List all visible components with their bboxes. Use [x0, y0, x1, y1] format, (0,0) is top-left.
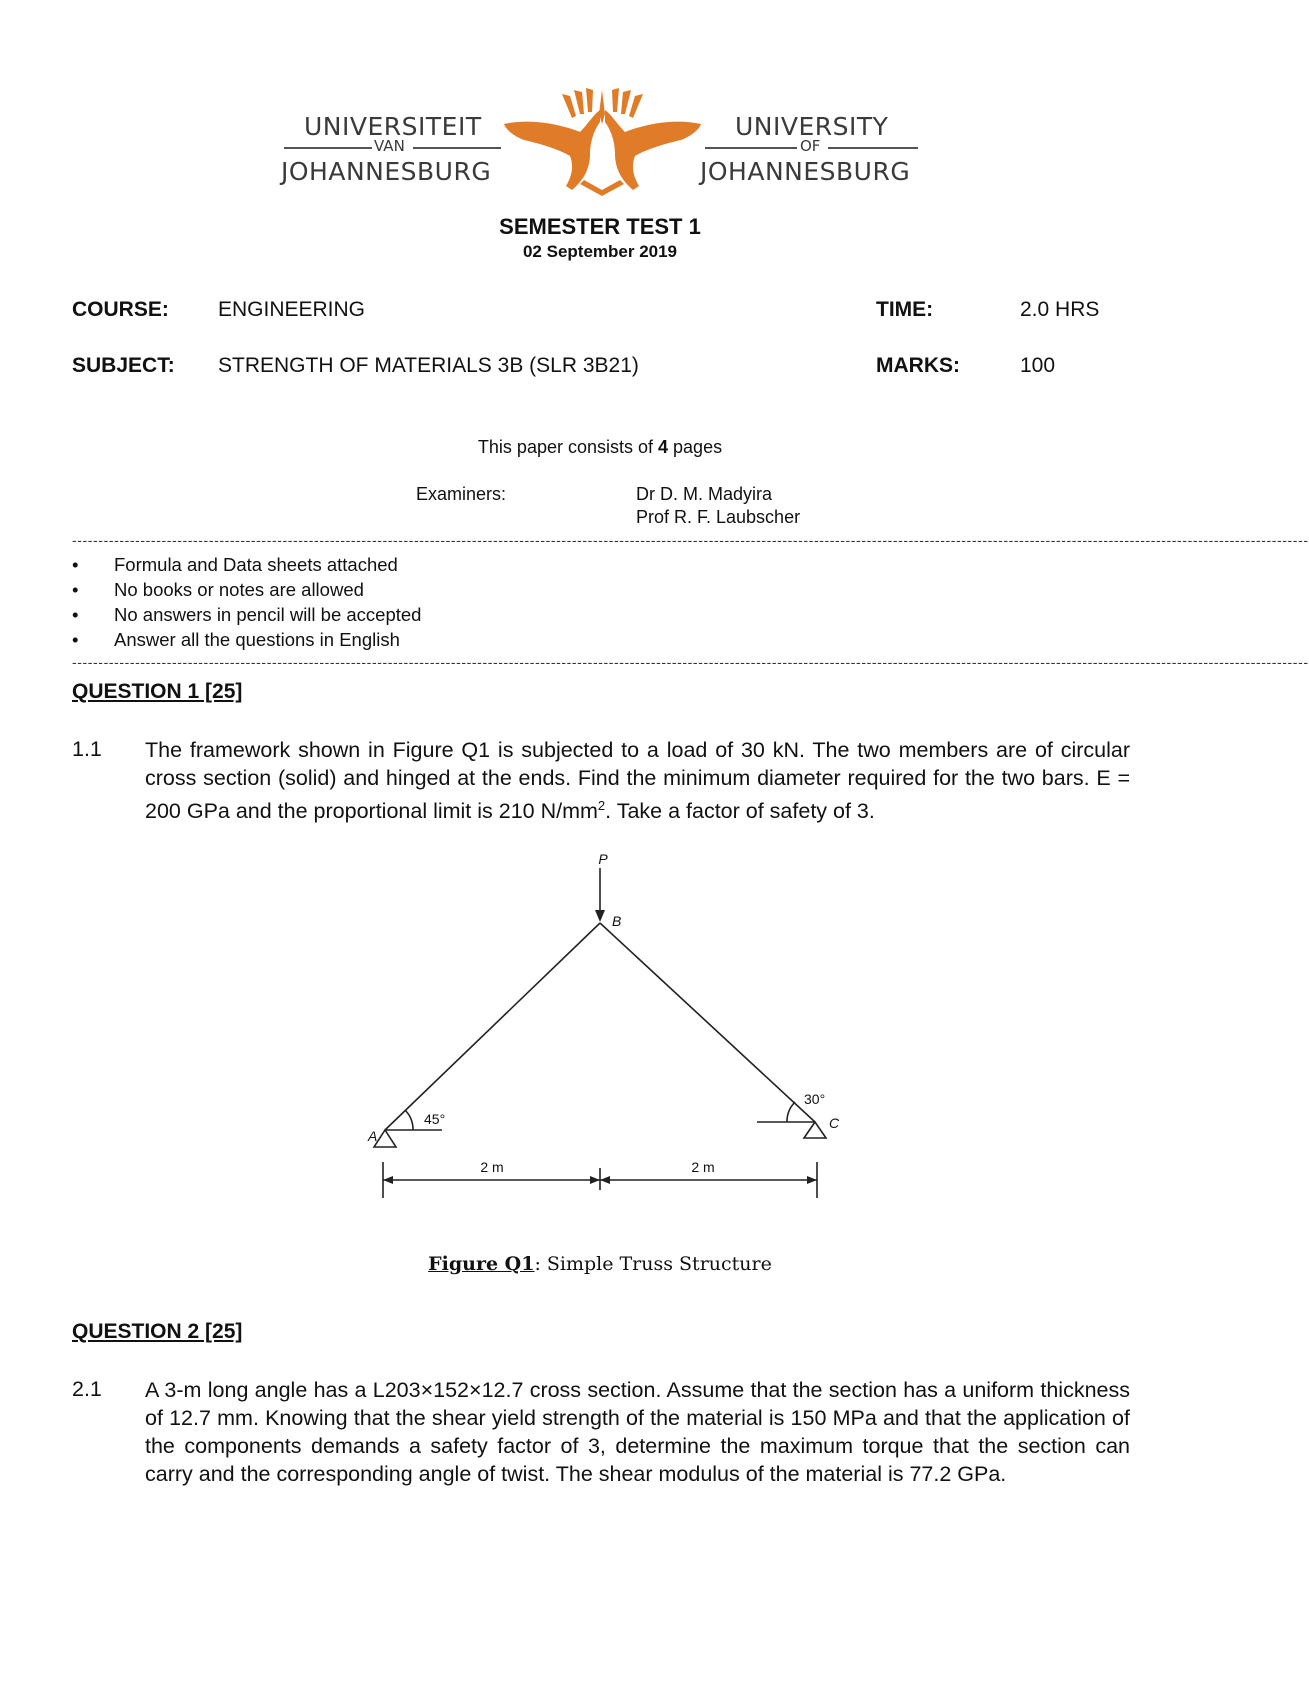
question-1-1-body-end: . Take a factor of safety of 3.: [605, 799, 875, 824]
question-2-1-number: 2.1: [72, 1377, 102, 1401]
dimension-label-left: 2 m: [480, 1159, 504, 1175]
test-title: SEMESTER TEST 1: [499, 214, 701, 239]
page-count-suffix: pages: [668, 437, 723, 457]
dimension-arrow-icon: [600, 1176, 610, 1184]
load-arrow-head-icon: [595, 910, 605, 922]
support-c-icon: [804, 1122, 826, 1138]
instruction-item: • Answer all the questions in English: [72, 627, 421, 652]
member-bc: [600, 923, 815, 1122]
question-1-1-number: 1.1: [72, 737, 102, 761]
instruction-item: • No answers in pencil will be accepted: [72, 602, 421, 627]
logo-rule: [828, 147, 918, 149]
question-1-heading: QUESTION 1 [25]: [72, 680, 243, 703]
time-value: 2.0 HRS: [1020, 298, 1100, 321]
logo-left-mid: VAN: [374, 137, 405, 155]
question-1-1-body: The framework shown in Figure Q1 is subjected to a load of 30 kN. The two members are of circular cross section (solid) and hinged at the ends. Find the minimum diameter required for the two bars. E = 200 GPa and the proportional limit is 210 N/mm: [145, 738, 1130, 824]
member-ab: [385, 923, 600, 1130]
superscript: 2: [597, 798, 606, 813]
page-count-line: [0, 437, 1200, 458]
subject-value: STRENGTH OF MATERIALS 3B (SLR 3B21): [218, 354, 639, 377]
divider-bottom: -------------------------------------------------------------------------------------------------------------------------------------------------------------------------------------------------------------------------------------------: [72, 654, 1309, 670]
examiner-2: Prof R. F. Laubscher: [636, 507, 801, 527]
truss-figure: [360, 840, 840, 1210]
marks-label: MARKS:: [876, 354, 960, 377]
question-1-1-text: [145, 736, 1130, 825]
instruction-list: [72, 552, 421, 652]
logo-right-mid: OF: [800, 137, 821, 155]
course-value: ENGINEERING: [218, 298, 366, 321]
page-count: 4: [658, 437, 669, 457]
examiner-1: Dr D. M. Madyira: [636, 484, 773, 504]
page-count-prefix: This paper consists of: [477, 437, 659, 457]
time-label: TIME:: [876, 298, 934, 321]
subject-label: SUBJECT:: [72, 354, 175, 377]
logo-right-line1: UNIVERSITY: [735, 112, 889, 141]
logo-rule: [284, 147, 372, 149]
logo-left-line2: JOHANNESBURG: [281, 157, 492, 186]
question-2-1-text: A 3-m long angle has a L203×152×12.7 cross section. Assume that the section has a uniform thickness of 12.7 mm. Knowing that the shear yield strength of the material is 150 MPa and that the application of the components demands a safety factor of 3, determine the maximum torque that the section can carry and the corresponding angle of twist. The shear modulus of the material is 77.2 GPa.: [145, 1378, 1130, 1486]
dimension-arrow-icon: [383, 1176, 393, 1184]
course-label: COURSE:: [72, 298, 169, 321]
marks-value: 100: [1020, 354, 1056, 377]
figure-caption-text: : Simple Truss Structure: [534, 1253, 772, 1275]
label-c: C: [829, 1115, 840, 1131]
instruction-item: • Formula and Data sheets attached: [72, 552, 421, 577]
divider-top: -------------------------------------------------------------------------------------------------------------------------------------------------------------------------------------------------------------------------------------------: [72, 532, 1309, 548]
logo-rule: [705, 147, 797, 149]
test-date: 02 September 2019: [522, 242, 678, 261]
examiners-label: Examiners:: [416, 484, 507, 504]
figure-caption-label: Figure Q1: [428, 1253, 535, 1275]
label-a: A: [368, 1128, 378, 1144]
label-b: B: [612, 913, 622, 929]
logo-rule: [413, 147, 501, 149]
dimension-arrow-icon: [807, 1176, 817, 1184]
university-crest-icon: [500, 88, 705, 198]
dimension-arrow-icon: [590, 1176, 600, 1184]
logo-left-line1: UNIVERSITEIT: [304, 112, 482, 141]
dimension-label-right: 2 m: [691, 1159, 715, 1175]
angle-label-c: 30°: [804, 1091, 826, 1107]
instruction-item: • No books or notes are allowed: [72, 577, 421, 602]
angle-arc-c: [787, 1102, 795, 1122]
angle-label-a: 45°: [424, 1111, 446, 1127]
label-p: P: [598, 851, 608, 867]
figure-caption: [0, 1253, 1200, 1275]
angle-arc-a: [405, 1110, 413, 1130]
question-2-heading: QUESTION 2 [25]: [72, 1320, 243, 1343]
logo-right-line2: JOHANNESBURG: [700, 157, 911, 186]
